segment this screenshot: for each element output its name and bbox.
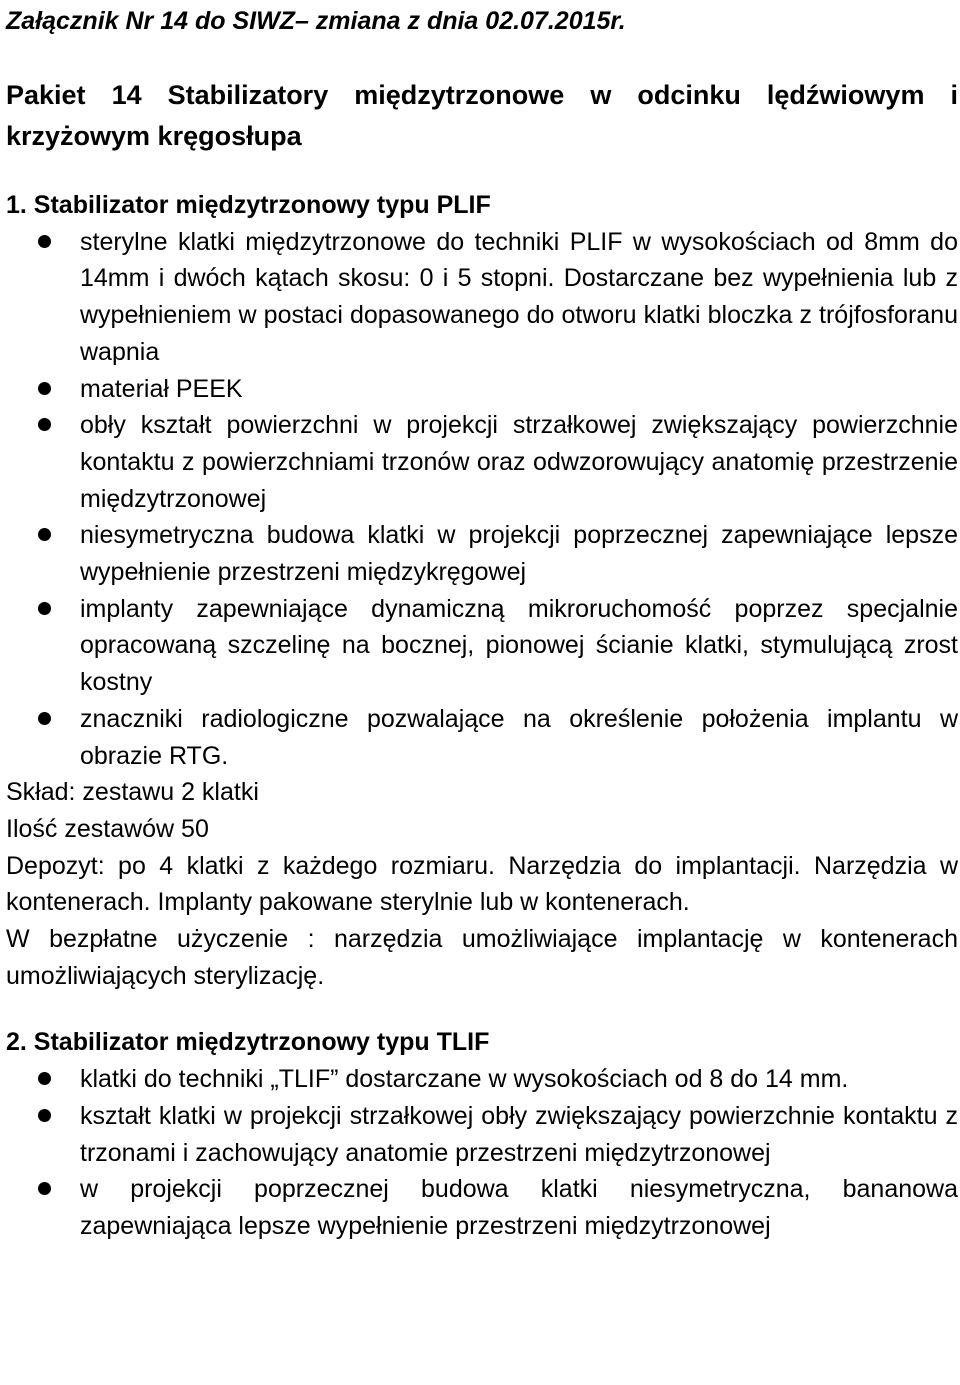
list-item-text: materiał PEEK: [80, 374, 243, 403]
bullet-icon: [38, 1072, 51, 1085]
bullet-icon: [38, 1109, 51, 1122]
list-item: [6, 517, 958, 590]
sklad-text: Skład: zestawu 2 klatki: [6, 778, 259, 807]
section-heading-tlif: 2. Stabilizator międzytrzonowy typu TLIF: [6, 1028, 490, 1057]
list-item-text: w projekcji poprzecznej budowa klatki niesymetryczna, bananowa zapewniająca lepsze wypełnienie przestrzeni międzytrzonowej: [80, 1175, 958, 1240]
list-item-text: niesymetryczna budowa klatki w projekcji poprzecznej zapewniające lepsze wypełnienie przestrzeni międzykręgowej: [80, 521, 958, 587]
document-header: Załącznik Nr 14 do SIWZ– zmiana z dnia 02.07.2015r.: [6, 7, 626, 35]
bullet-icon: [38, 602, 51, 615]
bullet-icon: [38, 1182, 51, 1195]
bullet-icon: [38, 235, 51, 248]
bullet-icon: [38, 528, 51, 541]
bullet-icon: [38, 382, 51, 395]
list-item: [6, 1098, 958, 1171]
list-item: [6, 371, 958, 408]
depozyt-text: Depozyt: po 4 klatki z każdego rozmiaru. Narzędzia do implantacji. Narzędzia w kontenerach. Implanty pakowane sterylnie lub w kontenerach.: [6, 851, 958, 917]
plif-bullet-list: [6, 224, 958, 775]
document-title: Pakiet 14 Stabilizatory międzytrzonowe w odcinku lędźwiowym i krzyżowym kręgosłupa: [6, 80, 958, 151]
list-item: [6, 1061, 958, 1098]
document-page: [6, 3, 958, 1245]
list-item-text: implanty zapewniające dynamiczną mikroruchomość poprzez specjalnie opracowaną szczelinę na bocznej, pionowej ścianie klatki, stymulującą zrost kostny: [80, 594, 958, 697]
tlif-bullet-list: [6, 1061, 958, 1245]
list-item-text: znaczniki radiologiczne pozwalające na określenie położenia implantu w obrazie RTG.: [80, 704, 958, 770]
list-item-text: kształt klatki w projekcji strzałkowej obły zwiększający powierzchnie kontaktu z trzonami i zachowujący anatomie przestrzeni międzytrzonowej: [80, 1101, 958, 1167]
bullet-icon: [38, 712, 51, 725]
ilosc-text: Ilość zestawów 50: [6, 814, 209, 843]
list-item-text: klatki do techniki „TLIF” dostarczane w wysokościach od 8 do 14 mm.: [80, 1065, 849, 1094]
list-item-text: sterylne klatki międzytrzonowe do techniki PLIF w wysokościach od 8mm do 14mm i dwóch kątach skosu: 0 i 5 stopni. Dostarczane bez wypełnienia lub z wypełnieniem w postaci dopasowanego do otworu klatki bloczka z trójfosforanu wapnia: [80, 227, 958, 366]
list-item: [6, 591, 958, 701]
list-item: [6, 1171, 958, 1244]
list-item: [6, 407, 958, 517]
list-item-text: obły kształt powierzchni w projekcji strzałkowej zwiększający powierzchnie kontaktu z powierzchniami trzonów oraz odwzorowujący anatomię przestrzenie międzytrzonowej: [80, 411, 958, 513]
list-item: [6, 224, 958, 371]
bezplatne-uzyczenie-text: W bezpłatne użyczenie : narzędzia umożliwiające implantację w kontenerach umożliwiających sterylizację.: [6, 925, 958, 990]
section-heading-plif: 1. Stabilizator międzytrzonowy typu PLIF: [6, 191, 491, 219]
list-item: [6, 701, 958, 774]
bullet-icon: [38, 418, 51, 431]
